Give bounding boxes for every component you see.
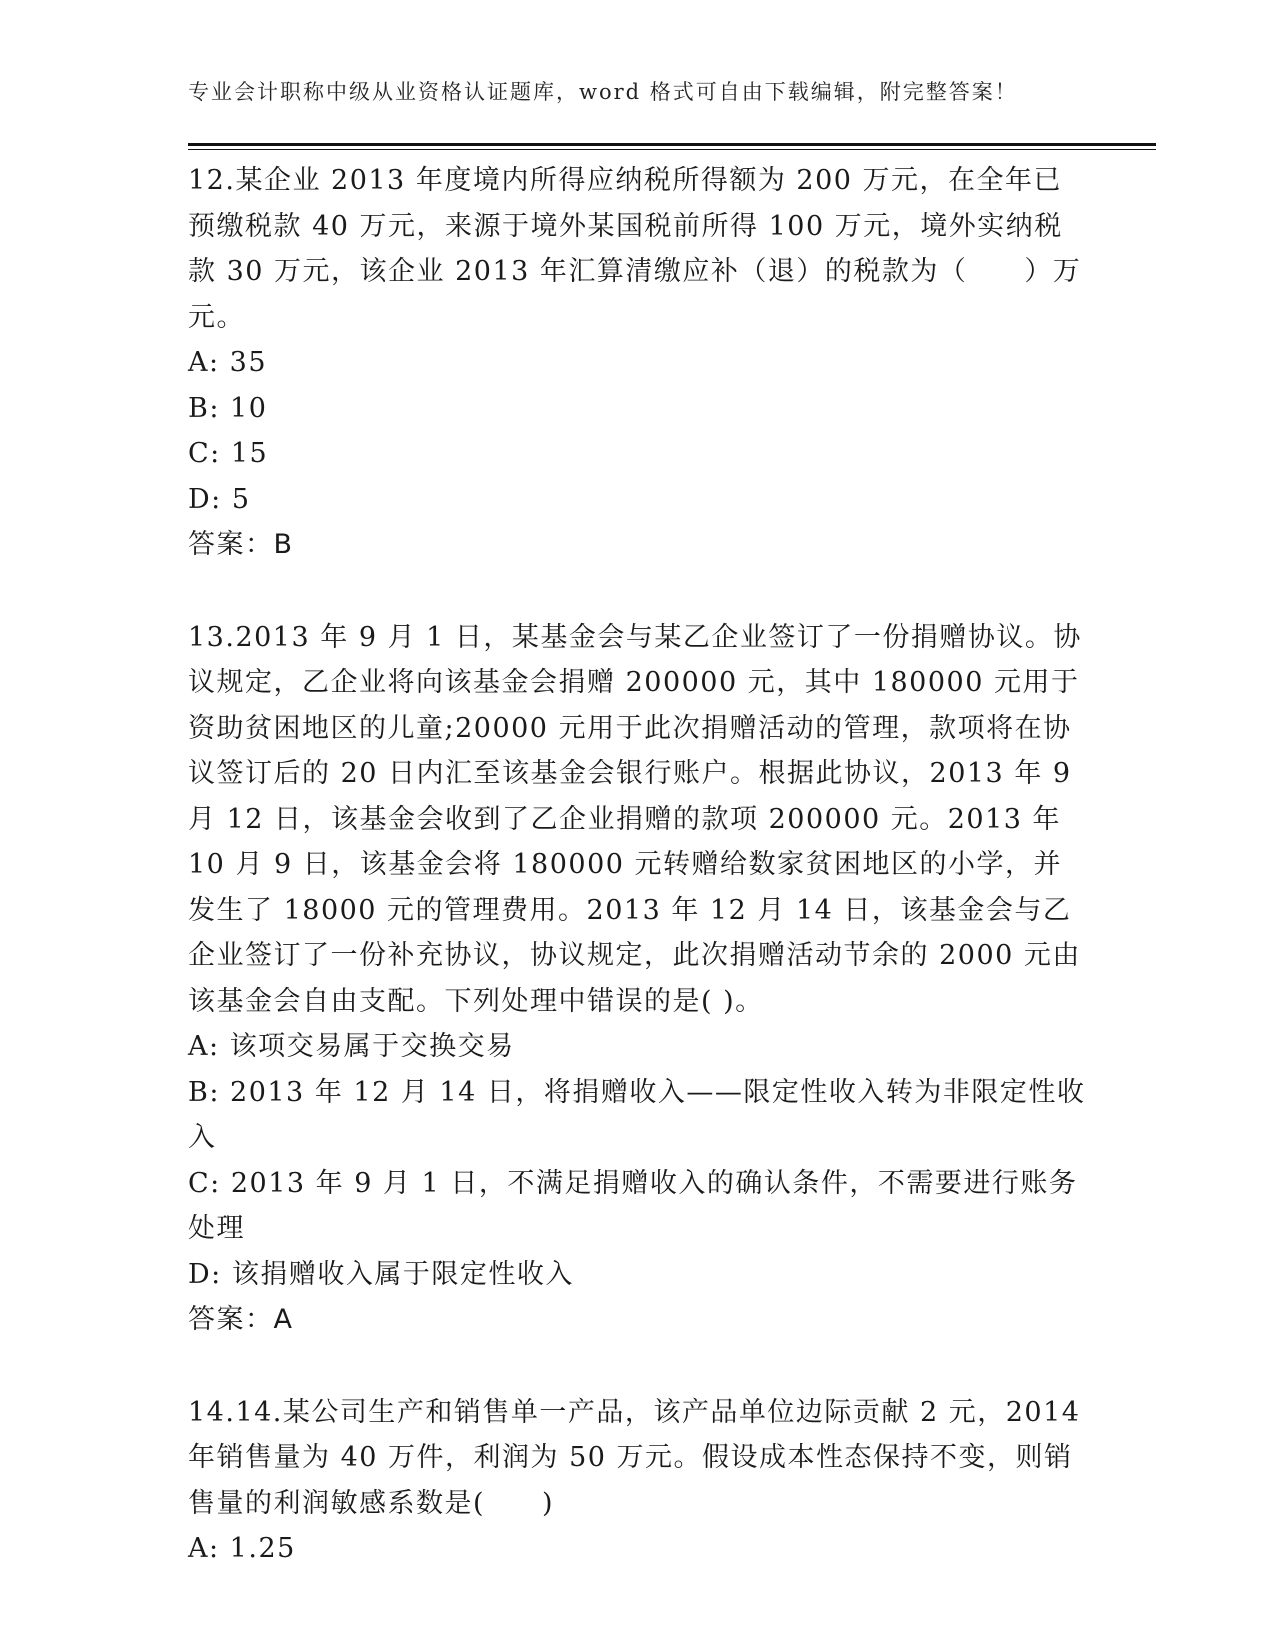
- option-b: B: 2013 年 12 月 14 日，将捐赠收入——限定性收入转为非限定性收入: [188, 1076, 1086, 1153]
- header-divider-thin: [188, 149, 1156, 150]
- header-divider: [188, 143, 1156, 146]
- option-a: A: 35: [188, 347, 268, 378]
- question-13: [188, 615, 1088, 1343]
- option-a: A: 1.25: [188, 1533, 296, 1564]
- spacer: [188, 1343, 1088, 1390]
- page-header: 专业会计职称中级从业资格认证题库，word 格式可自由下载编辑，附完整答案！: [188, 80, 1018, 104]
- answer-line: 答案：B: [188, 529, 294, 560]
- answer-line: 答案：A: [188, 1304, 294, 1335]
- spacer: [188, 568, 1088, 615]
- option-a: A: 该项交易属于交换交易: [188, 1031, 515, 1062]
- question-stem: 14.14.某公司生产和销售单一产品，该产品单位边际贡献 2 元，2014 年销售量为 40 万件，利润为 50 万元。假设成本性态保持不变，则销售量的利润敏感系数是( ): [188, 1396, 1081, 1519]
- question-14: [188, 1390, 1088, 1572]
- question-12: [188, 158, 1088, 568]
- option-c: C: 2013 年 9 月 1 日，不满足捐赠收入的确认条件，不需要进行账务处理: [188, 1167, 1078, 1244]
- question-stem: 13.2013 年 9 月 1 日，某基金会与某乙企业签订了一份捐赠协议。协议规定，乙企业将向该基金会捐赠 200000 元，其中 180000 元用于资助贫困地区的儿童;20000 元用于此次捐赠活动的管理，款项将在协议签订后的 20 日内汇至该基金会银行账户。根据此协议，2013 年 9 月 12 日，该基金会收到了乙企业捐赠的款项 200000 元。2013 年 10 月 9 日，该基金会将 180000 元转赠给数家贫困地区的小学，并发生了 18000 元的管理费用。2013 年 12 月 14 日，该基金会与乙企业签订了一份补充协议，协议规定，此次捐赠活动节余的 2000 元由该基金会自由支配。下列处理中错误的是( )。: [188, 621, 1082, 1017]
- question-list: [188, 158, 1088, 1572]
- option-d: D: 该捐赠收入属于限定性收入: [188, 1258, 574, 1290]
- option-d: D: 5: [188, 483, 251, 515]
- option-c: C: 15: [188, 438, 269, 469]
- option-b: B: 10: [188, 392, 268, 424]
- question-stem: 12.某企业 2013 年度境内所得应纳税所得额为 200 万元，在全年已预缴税款 40 万元，来源于境外某国税前所得 100 万元，境外实纳税款 30 万元，该企业 2013 年汇算清缴应补（退）的税款为（ ）万元。: [188, 165, 1082, 333]
